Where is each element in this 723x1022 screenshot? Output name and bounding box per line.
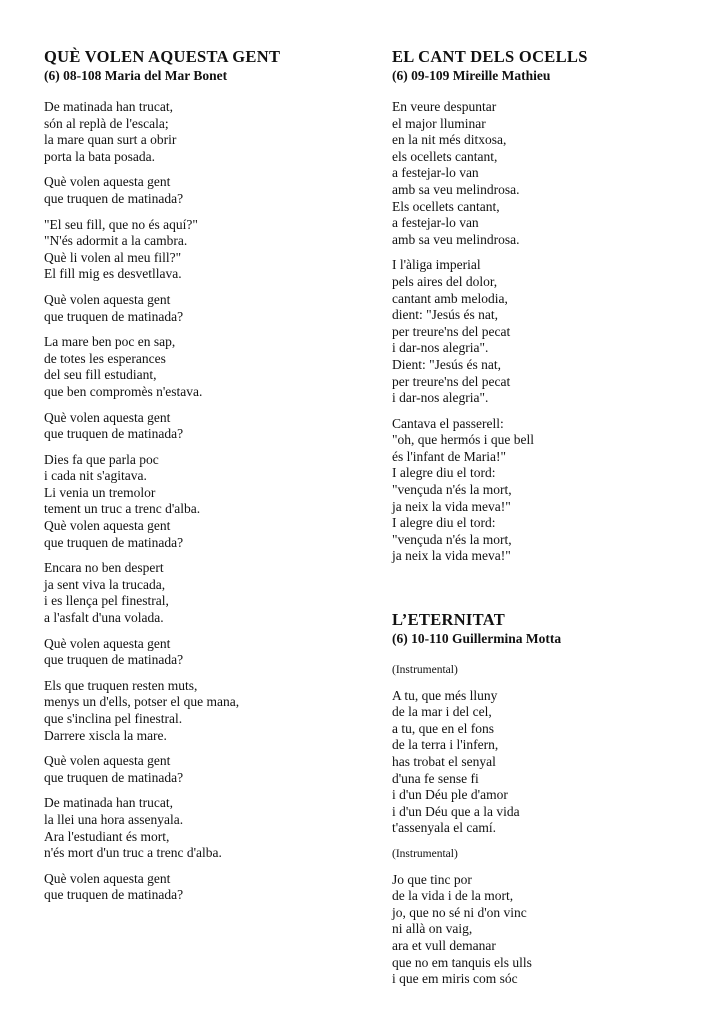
song-el-cant-dels-ocells — [392, 47, 712, 565]
lyric-line: "N'és adormit a la cambra. — [44, 233, 188, 249]
song-header — [392, 47, 712, 84]
column-left — [44, 47, 364, 913]
lyric-line: Dient: "Jesús és nat, — [392, 356, 501, 372]
lyric-line: de totes les esperances — [44, 350, 166, 366]
lyric-line: porta la bata posada. — [44, 148, 155, 164]
lyric-line: el major lluminar — [392, 115, 486, 131]
column-right — [392, 47, 712, 997]
lyric-line: I alegre diu el tord: — [392, 515, 496, 531]
stanza — [392, 99, 712, 248]
lyric-line: cantant amb melodia, — [392, 290, 508, 306]
stanza — [44, 410, 364, 443]
lyric-line: que s'inclina pel finestral. — [44, 711, 183, 726]
lyric-line: Què volen aquesta gent — [44, 635, 171, 651]
stanza — [392, 872, 712, 988]
lyric-line: Què volen aquesta gent — [44, 518, 171, 534]
lyric-line: (Instrumental) — [392, 664, 458, 677]
stanza — [392, 416, 712, 565]
lyric-line: ja neix la vida meva!" — [392, 548, 511, 564]
lyric-line: I l'àliga imperial — [392, 257, 481, 273]
lyric-line: d'una fe sense fi — [392, 770, 479, 786]
stanza — [44, 217, 364, 283]
lyric-line: A tu, que més lluny — [392, 687, 498, 703]
lyric-line: ni allà on vaig, — [392, 921, 473, 937]
lyric-line: que truquen de matinada? — [44, 308, 184, 324]
lyric-line: per treure'ns del pecat — [392, 373, 511, 389]
stanza — [44, 560, 364, 626]
lyric-line: que truquen de matinada? — [44, 652, 184, 668]
lyric-line: la mare quan surt a obrir — [44, 132, 177, 148]
lyric-line: que truquen de matinada? — [44, 534, 184, 550]
lyric-line: Els que truquen resten muts, — [44, 677, 198, 693]
lyric-line: jo, que no sé ni d'on vinc — [392, 904, 527, 920]
lyric-line: ara et vull demanar — [392, 937, 496, 953]
lyric-line: i d'un Déu ple d'amor — [392, 787, 508, 803]
lyric-line: "oh, que hermós i que bell — [392, 432, 534, 448]
stanza — [44, 99, 364, 165]
song-que-volen-aquesta-gent — [44, 47, 364, 904]
lyric-line: "vençuda n'és la mort, — [392, 482, 512, 498]
lyric-line: i cada nit s'agitava. — [44, 468, 147, 484]
lyric-line: dient: "Jesús és nat, — [392, 307, 498, 323]
song-credit: (6) 08-108 Maria del Mar Bonet — [44, 68, 228, 83]
lyric-line: la llei una hora assenyala. — [44, 811, 184, 827]
lyric-line: Jo que tinc por — [392, 871, 472, 887]
lyric-line: Cantava el passerell: — [392, 415, 504, 431]
song-credit: (6) 09-109 Mireille Mathieu — [392, 68, 551, 83]
stanza — [392, 257, 712, 406]
lyric-line: de la terra i l'infern, — [392, 737, 499, 753]
lyric-line: Ara l'estudiant és mort, — [44, 828, 170, 844]
stanza — [44, 753, 364, 786]
lyric-line: Què volen aquesta gent — [44, 174, 171, 190]
lyric-line: que truquen de matinada? — [44, 426, 184, 442]
lyric-line: a tu, que en el fons — [392, 720, 494, 736]
stanza — [392, 688, 712, 837]
lyric-line: de la vida i de la mort, — [392, 888, 514, 904]
lyric-line: i dar-nos alegria". — [392, 390, 489, 406]
lyric-line: Dies fa que parla poc — [44, 451, 159, 467]
stanza — [44, 452, 364, 552]
lyric-line: ja sent viva la trucada, — [44, 576, 166, 592]
lyric-line: és l'infant de Maria!" — [392, 448, 507, 464]
lyric-line: Què volen aquesta gent — [44, 753, 171, 769]
lyric-line: Darrere xiscla la mare. — [44, 727, 167, 743]
lyric-line: En veure despuntar — [392, 99, 497, 114]
lyric-line: t'assenyala el camí. — [392, 820, 497, 836]
lyric-line: i d'un Déu que a la vida — [392, 803, 520, 819]
lyric-line: que no em tanquis els ulls — [392, 954, 532, 970]
lyric-line: que ben compromès n'estava. — [44, 383, 203, 399]
lyric-line: a festejar-lo van — [392, 165, 479, 181]
lyric-line: els ocellets cantant, — [392, 148, 498, 164]
song-header — [44, 47, 364, 84]
lyric-line: Què volen aquesta gent — [44, 870, 171, 886]
lyric-line: El fill mig es desvetllava. — [44, 266, 182, 282]
lyric-line: que truquen de matinada? — [44, 190, 184, 206]
lyric-line: Li venia un tremolor — [44, 484, 156, 500]
lyric-line: "El seu fill, que no és aquí?" — [44, 216, 198, 232]
lyric-line: en la nit més ditxosa, — [392, 132, 507, 148]
lyric-line: són al replà de l'escala; — [44, 115, 169, 131]
lyric-line: I alegre diu el tord: — [392, 465, 496, 481]
song-header — [392, 610, 712, 647]
instrumental-note — [392, 846, 712, 863]
lyric-line: que truquen de matinada? — [44, 769, 184, 785]
lyric-line: amb sa veu melindrosa. — [392, 231, 520, 247]
lyric-line: menys un d'ells, potser el que mana, — [44, 694, 240, 710]
lyric-line: n'és mort d'un truc a trenc d'alba. — [44, 845, 222, 861]
lyric-line: Què li volen al meu fill?" — [44, 249, 182, 265]
lyric-line: i es llença pel finestral, — [44, 593, 169, 609]
lyric-line: Encara no ben despert — [44, 560, 164, 576]
song-credit: (6) 10-110 Guillermina Motta — [392, 631, 562, 647]
stanza — [44, 636, 364, 669]
lyric-line: a festejar-lo van — [392, 215, 479, 231]
song-title: EL CANT DELS OCELLS — [392, 47, 588, 66]
song-title: L’ETERNITAT — [392, 610, 506, 630]
lyric-line: Què volen aquesta gent — [44, 409, 171, 425]
lyric-line: de la mar i del cel, — [392, 704, 492, 720]
instrumental-note — [392, 662, 712, 679]
lyric-line: tement un truc a trenc d'alba. — [44, 501, 201, 517]
stanza — [44, 871, 364, 904]
song-l-eternitat — [392, 610, 712, 988]
lyric-line: Els ocellets cantant, — [392, 198, 500, 214]
stanza — [44, 678, 364, 744]
song-title: QUÈ VOLEN AQUESTA GENT — [44, 47, 281, 66]
lyric-line: i dar-nos alegria". — [392, 340, 489, 356]
stanza — [44, 174, 364, 207]
lyric-line: per treure'ns del pecat — [392, 323, 511, 339]
lyric-line: pels aires del dolor, — [392, 273, 498, 289]
lyric-line: i que em miris com sóc — [392, 971, 518, 987]
lyric-line: que truquen de matinada? — [44, 887, 184, 903]
lyric-line: De matinada han trucat, — [44, 99, 173, 114]
lyric-line: (Instrumental) — [392, 847, 458, 860]
lyric-line: De matinada han trucat, — [44, 795, 173, 811]
stanza — [44, 334, 364, 400]
lyric-line: "vençuda n'és la mort, — [392, 531, 512, 547]
stanza — [44, 292, 364, 325]
stanza — [44, 795, 364, 861]
lyric-line: ja neix la vida meva!" — [392, 498, 511, 514]
lyric-line: Què volen aquesta gent — [44, 291, 171, 307]
lyric-line: a l'asfalt d'una volada. — [44, 610, 164, 626]
lyric-line: amb sa veu melindrosa. — [392, 181, 520, 197]
lyric-line: del seu fill estudiant, — [44, 367, 157, 383]
lyric-line: La mare ben poc en sap, — [44, 334, 176, 350]
lyric-line: has trobat el senyal — [392, 754, 496, 769]
